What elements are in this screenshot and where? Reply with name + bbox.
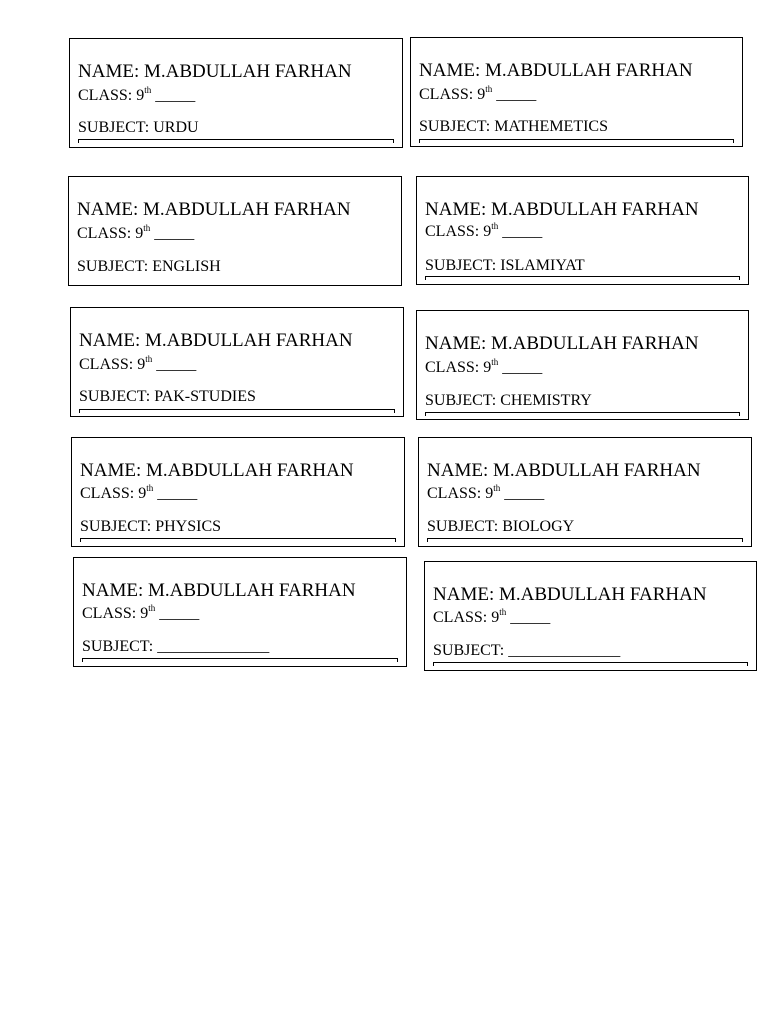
class-line [425, 358, 542, 378]
class-line [80, 484, 197, 504]
label-card-english [68, 176, 402, 286]
subject-line [82, 637, 269, 657]
class-suffix: th [493, 483, 501, 493]
subject-label: SUBJECT: [82, 638, 158, 655]
student-name: NAME: M.ABDULLAH FARHAN [79, 330, 353, 351]
subject-label: SUBJECT: ISLAMIYAT [425, 257, 585, 274]
class-blank: _____ [155, 87, 196, 104]
class-label: CLASS: 9 [79, 356, 146, 373]
class-suffix: th [485, 84, 493, 94]
underline-bar [433, 662, 748, 666]
subject-label: SUBJECT: PHYSICS [80, 518, 222, 535]
label-card-mathemetics [410, 37, 743, 147]
class-line [419, 85, 536, 105]
student-name: NAME: M.ABDULLAH FARHAN [78, 61, 352, 82]
class-blank: _____ [159, 605, 200, 622]
class-suffix: th [145, 354, 153, 364]
class-line [433, 608, 550, 628]
subject-line [433, 641, 620, 661]
subject-label: SUBJECT: PAK-STUDIES [79, 388, 256, 405]
class-suffix: th [144, 85, 152, 95]
class-blank: _____ [154, 225, 195, 242]
class-line [79, 355, 196, 375]
subject-label: SUBJECT: ENGLISH [77, 258, 221, 275]
label-card-blank-subject [73, 557, 407, 667]
subject-blank: ______________ [508, 642, 621, 659]
class-blank: _____ [156, 356, 197, 373]
label-card-urdu [69, 38, 403, 148]
class-suffix: th [148, 603, 156, 613]
class-label: CLASS: 9 [433, 609, 500, 626]
subject-label: SUBJECT: CHEMISTRY [425, 392, 592, 409]
subject-line [425, 391, 592, 411]
class-label: CLASS: 9 [419, 86, 486, 103]
underline-bar [419, 139, 734, 143]
class-label: CLASS: 9 [80, 485, 147, 502]
class-suffix: th [146, 483, 154, 493]
subject-line [425, 256, 585, 276]
subject-label: SUBJECT: URDU [78, 119, 199, 136]
class-suffix: th [491, 221, 499, 231]
subject-label: SUBJECT: MATHEMETICS [419, 118, 608, 135]
class-blank: _____ [157, 485, 198, 502]
student-name: NAME: M.ABDULLAH FARHAN [82, 580, 356, 601]
class-label: CLASS: 9 [78, 87, 145, 104]
class-line [425, 222, 542, 242]
subject-label: SUBJECT: [433, 642, 509, 659]
class-suffix: th [491, 357, 499, 367]
class-blank: _____ [502, 359, 543, 376]
label-card-physics [71, 437, 405, 547]
class-label: CLASS: 9 [425, 359, 492, 376]
subject-line [78, 118, 199, 138]
subject-blank: ______________ [157, 638, 270, 655]
subject-line [427, 517, 574, 537]
class-label: CLASS: 9 [82, 605, 149, 622]
student-name: NAME: M.ABDULLAH FARHAN [433, 584, 707, 605]
student-name: NAME: M.ABDULLAH FARHAN [425, 333, 699, 354]
class-label: CLASS: 9 [427, 485, 494, 502]
student-name: NAME: M.ABDULLAH FARHAN [425, 199, 699, 220]
class-label: CLASS: 9 [425, 223, 492, 240]
label-card-blank-subject [424, 561, 757, 671]
student-name: NAME: M.ABDULLAH FARHAN [419, 60, 693, 81]
class-line [82, 604, 199, 624]
class-line [78, 86, 195, 106]
class-line [427, 484, 544, 504]
subject-line [77, 257, 221, 277]
underline-bar [425, 412, 740, 416]
underline-bar [79, 409, 395, 413]
class-blank: _____ [510, 609, 551, 626]
label-card-biology [418, 437, 752, 547]
underline-bar [427, 538, 743, 542]
subject-line [79, 387, 256, 407]
class-blank: _____ [496, 86, 537, 103]
student-name: NAME: M.ABDULLAH FARHAN [427, 460, 701, 481]
underline-bar [425, 276, 740, 280]
label-card-chemistry [416, 310, 749, 420]
subject-line [80, 517, 221, 537]
class-suffix: th [499, 607, 507, 617]
label-card-islamiyat [416, 176, 749, 285]
subject-label: SUBJECT: BIOLOGY [427, 518, 575, 535]
class-blank: _____ [504, 485, 545, 502]
class-line [77, 224, 194, 244]
student-name: NAME: M.ABDULLAH FARHAN [80, 460, 354, 481]
underline-bar [82, 658, 398, 662]
subject-line [419, 117, 608, 137]
class-label: CLASS: 9 [77, 225, 144, 242]
class-blank: _____ [502, 223, 543, 240]
student-name: NAME: M.ABDULLAH FARHAN [77, 199, 351, 220]
underline-bar [78, 139, 394, 143]
underline-bar [80, 538, 396, 542]
class-suffix: th [143, 223, 151, 233]
label-card-pak-studies [70, 307, 404, 417]
